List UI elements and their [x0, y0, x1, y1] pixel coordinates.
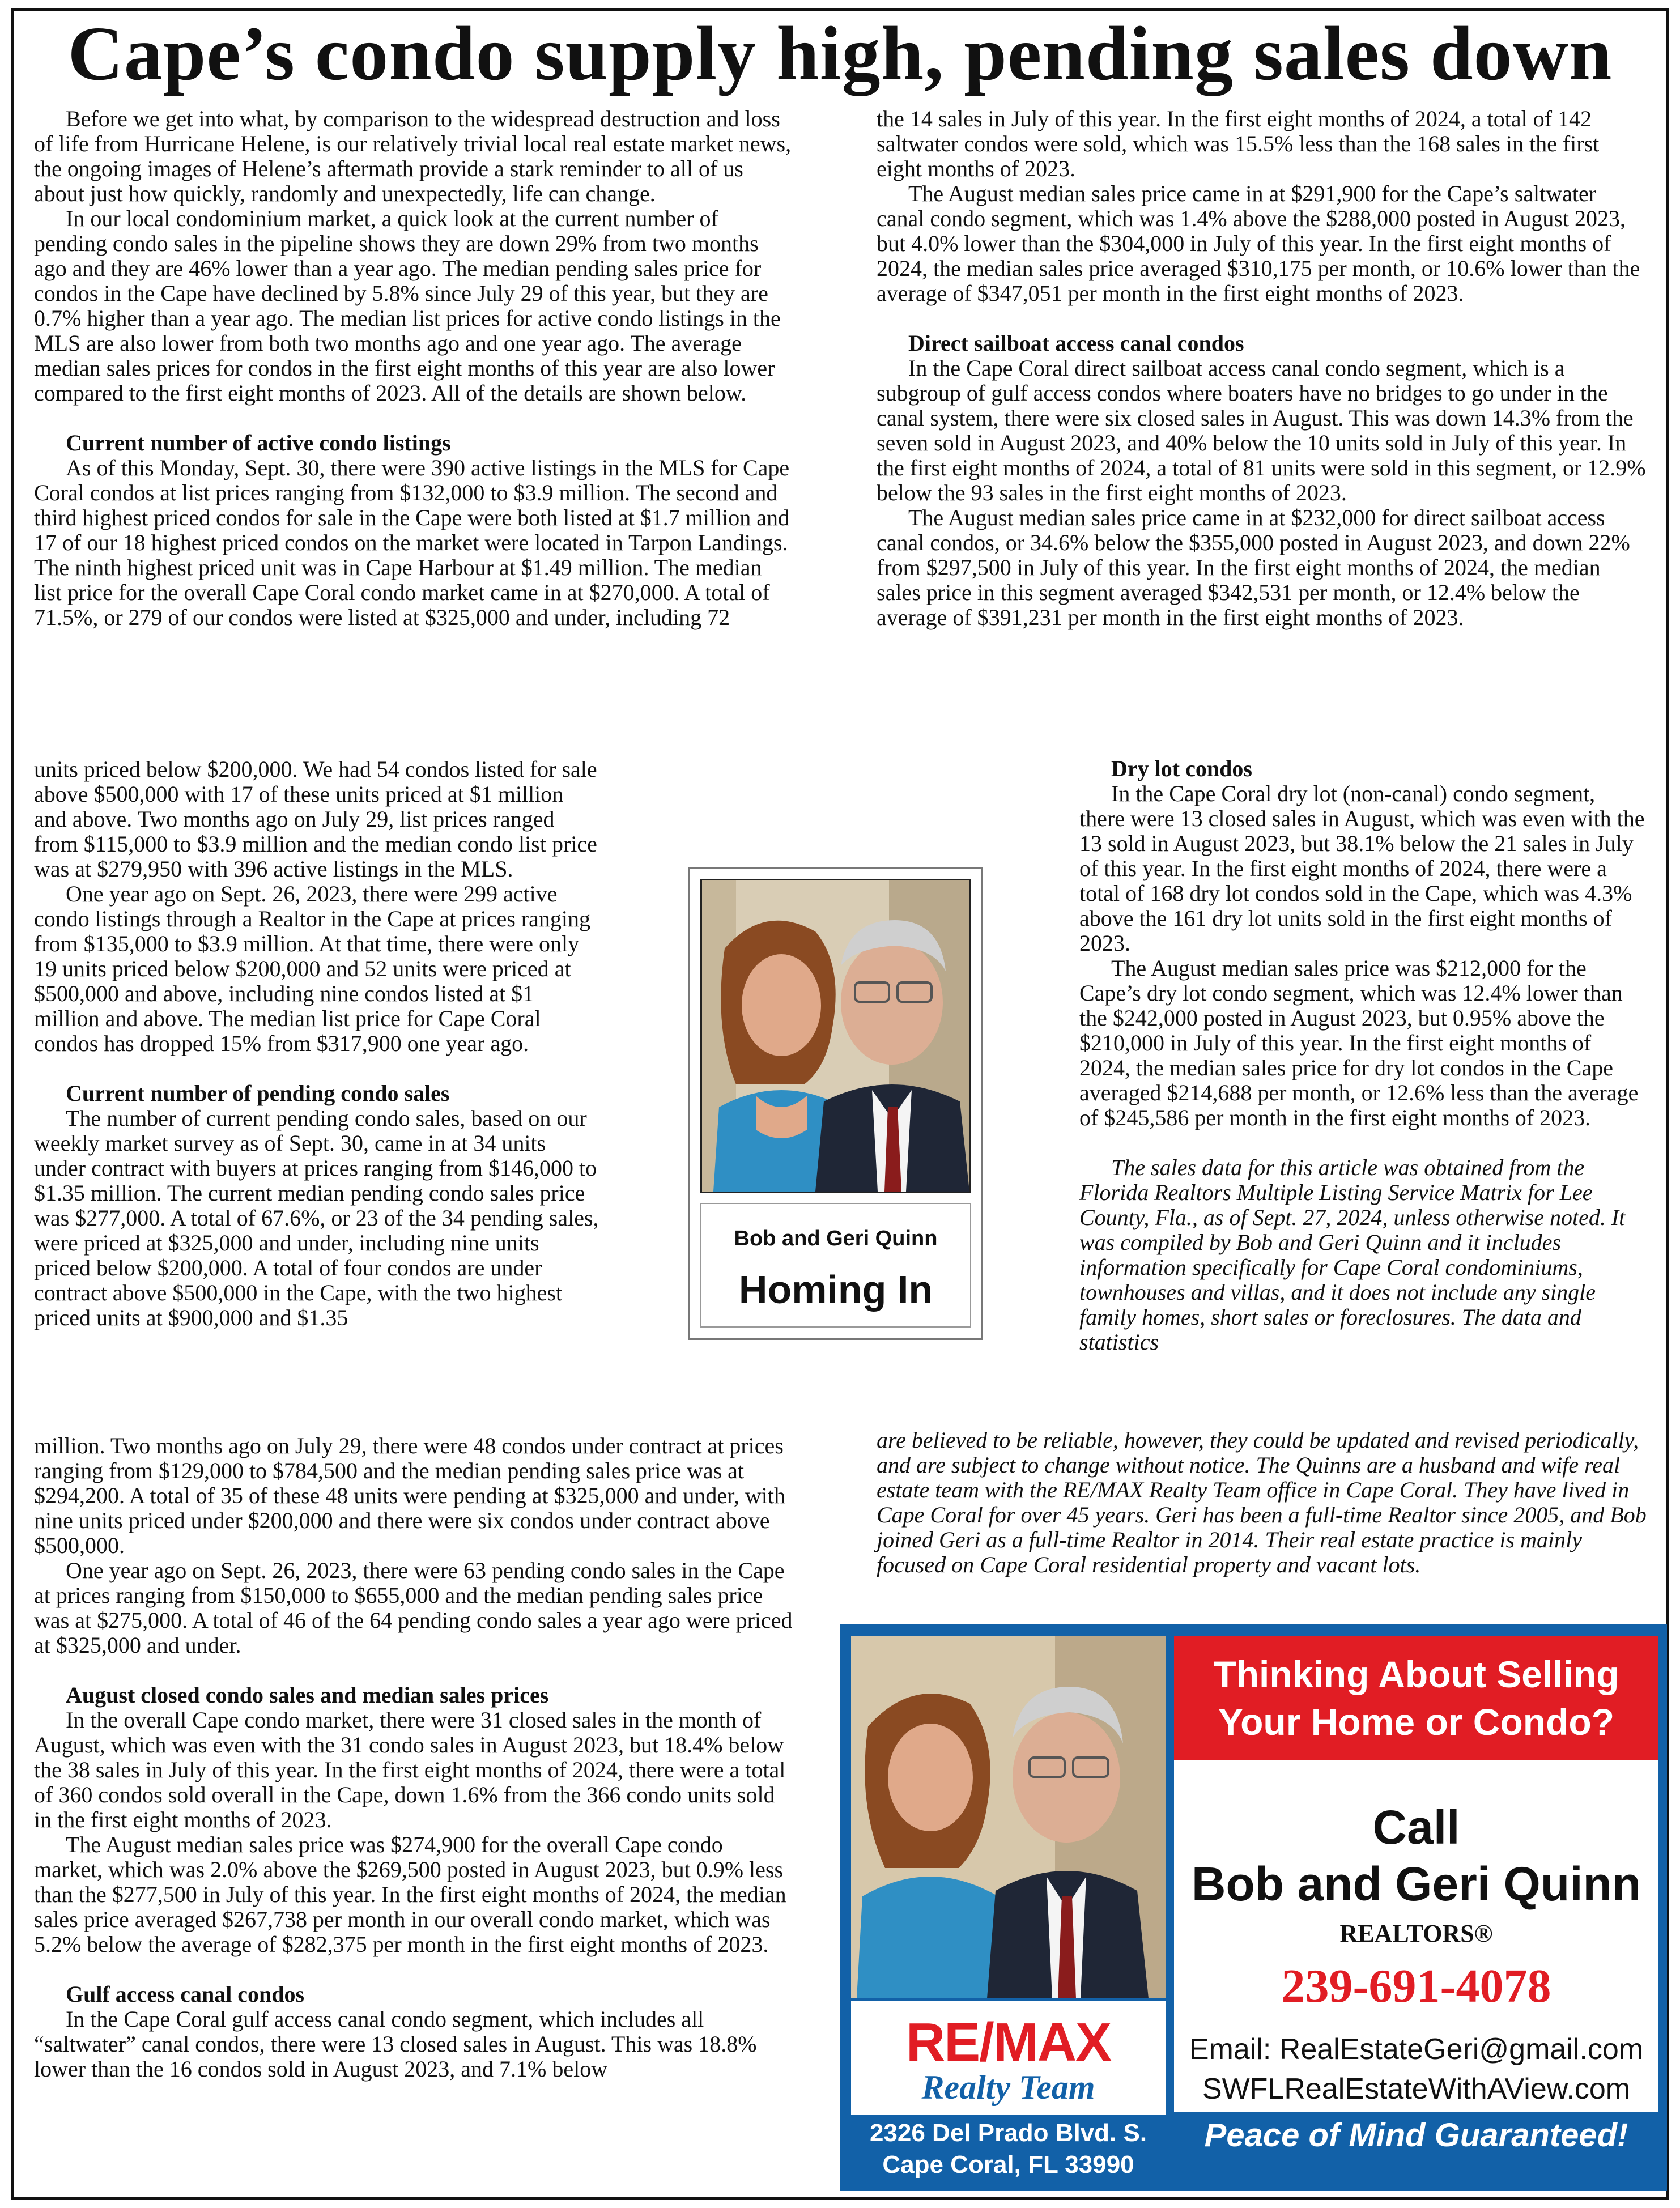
gulf-paragraph-cont: the 14 sales in July of this year. In the first eight months of 2024, a total of 142 saltwater condos were sold, which was 15.5% less than the 168 sales in the first eight months of 2023.: [877, 106, 1600, 181]
author-caption: [700, 1203, 971, 1328]
active-paragraph-2: One year ago on Sept. 26, 2023, there were 299 active condo listings through a Realtor in the Cape at prices ranging from $135,000 to $3.9 million. At that time, there were only 19 units priced below $200,000 and 52 units were priced at $500,000 and above, including nine condos listed at $1 million and above. The median list price for Cape Coral condos has dropped 15% from $317,900 one year ago.: [34, 881, 590, 1056]
author-photo: [700, 879, 971, 1193]
realtor-advertisement: [840, 1624, 1667, 2191]
ad-slogan-band: [1174, 2112, 1658, 2180]
ad-photo: [851, 1636, 1166, 1998]
august-paragraph: In the overall Cape condo market, there were 31 closed sales in the month of August, which was even with the 31 condo sales in August 2023, but 18.4% below the 38 sales in July of this year. In the first eight months of 2024, there were a total of 360 condos sold overall in the Cape, down 1.6% from the 366 condo units sold in the first eight months of 2023.: [34, 1707, 786, 1832]
ad-email: Email: RealEstateGeri@gmail.com: [1189, 2033, 1644, 2066]
ad-info-panel: [1174, 1636, 1658, 2174]
data-credit-cont: are believed to be reliable, however, they could be updated and revised periodically, and are subject to change without notice. The Quinns are a husband and wife real estate team with the RE/MAX Realty Team office in Cape Coral. They have lived in Cape Coral for over 45 years. Geri has been a full-time Realtor since 2005, and Bob joined Geri as a full-time Realtor in 2014. Their real estate practice is mainly focused on Cape Coral residential property and vacant lots.: [877, 1427, 1647, 1577]
author-box: [688, 867, 983, 1340]
section-heading-sailboat: Direct sailboat access canal condos: [908, 330, 1244, 356]
pending-paragraph-cont: million. Two months ago on July 29, there were 48 condos under contract at prices ranging from $129,000 to $784,500 and the median pending sales price was at $294,200. A total of 35 of these 48 units were pending at $325,000 and under, with nine units priced under $200,000 and there were six condos under contract above $500,000.: [34, 1433, 785, 1558]
gulf-paragraph: In the Cape Coral gulf access canal condo segment, which includes all “saltwater” canal condos, there were 13 closed sales in August. This was 18.8% lower than the 16 condos sold in August 2023, and 7.1% below: [34, 2006, 757, 2082]
ad-call: Call: [1372, 1801, 1460, 1854]
ad-photo-illustration: [851, 1636, 1166, 1998]
right-column-credit: [877, 1428, 1647, 1577]
pending-paragraph-2: One year ago on Sept. 26, 2023, there were 63 pending condo sales in the Cape at prices ranging from $150,000 to $655,000 and the median pending sales price was at $275,000. A total of 46 of the 64 pending condo sales a year ago were priced at $325,000 and under.: [34, 1558, 793, 1658]
gulf-paragraph-2: The August median sales price came in at $291,900 for the Cape’s saltwater canal condo segment, which was 1.4% above the $288,000 posted in August 2023, but 4.0% lower than the $304,000 in July of this year. In the first eight months of 2024, the median sales price averaged $310,175 per month, or 10.6% lower than the average of $347,051 per month in the first eight months of 2023.: [877, 181, 1640, 306]
left-column-middle: [34, 757, 601, 1330]
section-heading-active: Current number of active condo listings: [66, 430, 451, 456]
ad-agent-names: Bob and Geri Quinn: [1191, 1857, 1641, 1911]
section-heading-gulf: Gulf access canal condos: [66, 1981, 305, 2007]
data-credit: The sales data for this article was obtained from the Florida Realtors Multiple Listing Service Matrix for Lee County, Fla., as of Sept. 27, 2024, unless otherwise noted. It was compiled by Bob and Geri Quinn and it includes information specifically for Cape Coral condominiums, townhouses and villas, and it does not include any single family homes, short sales or foreclosures. The data and statistics: [1079, 1155, 1626, 1355]
ad-slogan: Peace of Mind Guaranteed!: [1204, 2117, 1628, 2154]
remax-logo: [851, 2001, 1166, 2115]
pending-paragraph: The number of current pending condo sales, based on our weekly market survey as of Sept. 30, came in at 34 units under contract with buyers at prices ranging from $146,000 to $1.35 million. The current median pending condo sales price was $277,000. A total of 67.6%, or 23 of the 34 pending sales, were priced at $325,000 and under, including nine units priced below $200,000. A total of four condos are under contract above $500,000 in the Cape, with the two highest priced units at $900,000 and $1.35: [34, 1105, 599, 1330]
active-paragraph-cont: units priced below $200,000. We had 54 condos listed for sale above $500,000 with 17 of these units priced at $1 million and above. Two months ago on July 29, list prices ranged from $115,000 to $3.9 million and the median condo list price was at $279,950 with 396 active listings in the MLS.: [34, 756, 597, 882]
right-column-middle: [1079, 756, 1646, 1355]
author-names: Bob and Geri Quinn: [734, 1227, 938, 1250]
left-column-bottom: [34, 1433, 793, 2082]
sailboat-paragraph: In the Cape Coral direct sailboat access canal condo segment, which is a subgroup of gulf access condos where boaters have no bridges to go under in the canal system, there were six closed sales in August. This was down 14.3% from the seven sold in August 2023, and 40% below the 10 units sold in July of this year. In the first eight months of 2024, a total of 81 units were sold in this segment, or 12.9% below the 93 sales in the first eight months of 2023.: [877, 355, 1646, 505]
section-heading-dry: Dry lot condos: [1111, 756, 1252, 781]
left-column-top: [34, 107, 793, 630]
intro-paragraph: Before we get into what, by comparison to the widespread destruction and loss of life from Hurricane Helene, is our relatively trivial local real estate market news, the ongoing images of Helene’s aftermath provide a stark reminder to all of us about just how quickly, randomly and unexpectedly, life can change.: [34, 106, 792, 206]
ad-realtors-label: REALTORS®: [1339, 1920, 1493, 1947]
article-headline: Cape’s condo supply high, pending sales down: [67, 11, 1613, 96]
section-heading-pending: Current number of pending condo sales: [66, 1080, 450, 1106]
dry-paragraph: In the Cape Coral dry lot (non-canal) condo segment, there were 13 closed sales in August, which was even with the 13 sold in August 2023, but 38.1% below the 21 sales in July of this year. In the first eight months of 2024, there were a total of 168 dry lot condos sold in the Cape, which was 4.3% above the 161 dry lot units sold in the first eight months of 2023.: [1079, 781, 1645, 956]
office-address: [851, 2117, 1166, 2181]
right-column-top: [877, 107, 1647, 630]
august-paragraph-2: The August median sales price was $274,900 for the overall Cape condo market, which was 2.0% above the $269,500 posted in August 2023, but 0.9% less than the $277,500 in July of this year. In the first eight months of 2024, the median sales price averaged $267,738 per month in our overall condo market, which was 5.2% below the average of $282,375 per month in the first eight months of 2023.: [34, 1832, 786, 1957]
dry-paragraph-2: The August median sales price was $212,000 for the Cape’s dry lot condo segment, which was 12.4% lower than the $242,000 posted in August 2023, but 0.95% above the $210,000 in July of this year. In the first eight months of 2024, the median sales price for dry lot condos in the Cape averaged $214,688 per month, or 12.6% less than the average of $245,586 per month in the first eight months of 2023.: [1079, 955, 1639, 1130]
address-line-2: Cape Coral, FL 33990: [882, 2151, 1134, 2179]
ad-website: SWFLRealEstateWithAView.com: [1202, 2073, 1631, 2105]
active-paragraph: As of this Monday, Sept. 30, there were 390 active listings in the MLS for Cape Coral condos at list prices ranging from $132,000 to $3.9 million. The second and third highest priced condos for sale in the Cape were both listed at $1.7 million and 17 of our 18 highest priced condos on the market were located in Tarpon Landings. The ninth highest priced unit was in Cape Harbour at $1.49 million. The median list price for the overall Cape Coral condo market came in at $270,000. A total of 71.5%, or 279 of our condos were listed at $325,000 and under, including 72: [34, 455, 790, 630]
column-name: Homing In: [738, 1267, 933, 1312]
remax-logo-text: RE/MAX: [905, 2012, 1111, 2073]
intro-paragraph: In our local condominium market, a quick look at the current number of pending condo sales in the pipeline shows they are down 29% from two months ago and they are 46% lower than a year ago. The median pending sales price for condos in the Cape have declined by 5.8% since July 29 of this year, but they are 0.7% higher than a year ago. The median list prices for active condo listings in the MLS are also lower from both two months ago and one year ago. The average median sales prices for condos in the first eight months of this year are also lower compared to the first eight months of 2023. All of the details are shown below.: [34, 206, 781, 406]
ad-phone-number: 239-691-4078: [1281, 1960, 1551, 2013]
author-photo-illustration: [702, 880, 969, 1192]
ad-headline: Thinking About Selling Your Home or Condo?: [1174, 1636, 1658, 1760]
sailboat-paragraph-2: The August median sales price came in at $232,000 for direct sailboat access canal condos, or 34.6% below the $355,000 posted in August 2023, and down 22% from $297,500 in July of this year. In the first eight months of 2024, the median sales price in this segment averaged $342,531 per month, or 12.4% below the average of $391,231 per month in the first eight months of 2023.: [877, 505, 1630, 630]
address-line-1: 2326 Del Prado Blvd. S.: [869, 2119, 1147, 2147]
section-heading-august: August closed condo sales and median sales prices: [66, 1682, 549, 1708]
realty-team-text: Realty Team: [921, 2069, 1095, 2106]
